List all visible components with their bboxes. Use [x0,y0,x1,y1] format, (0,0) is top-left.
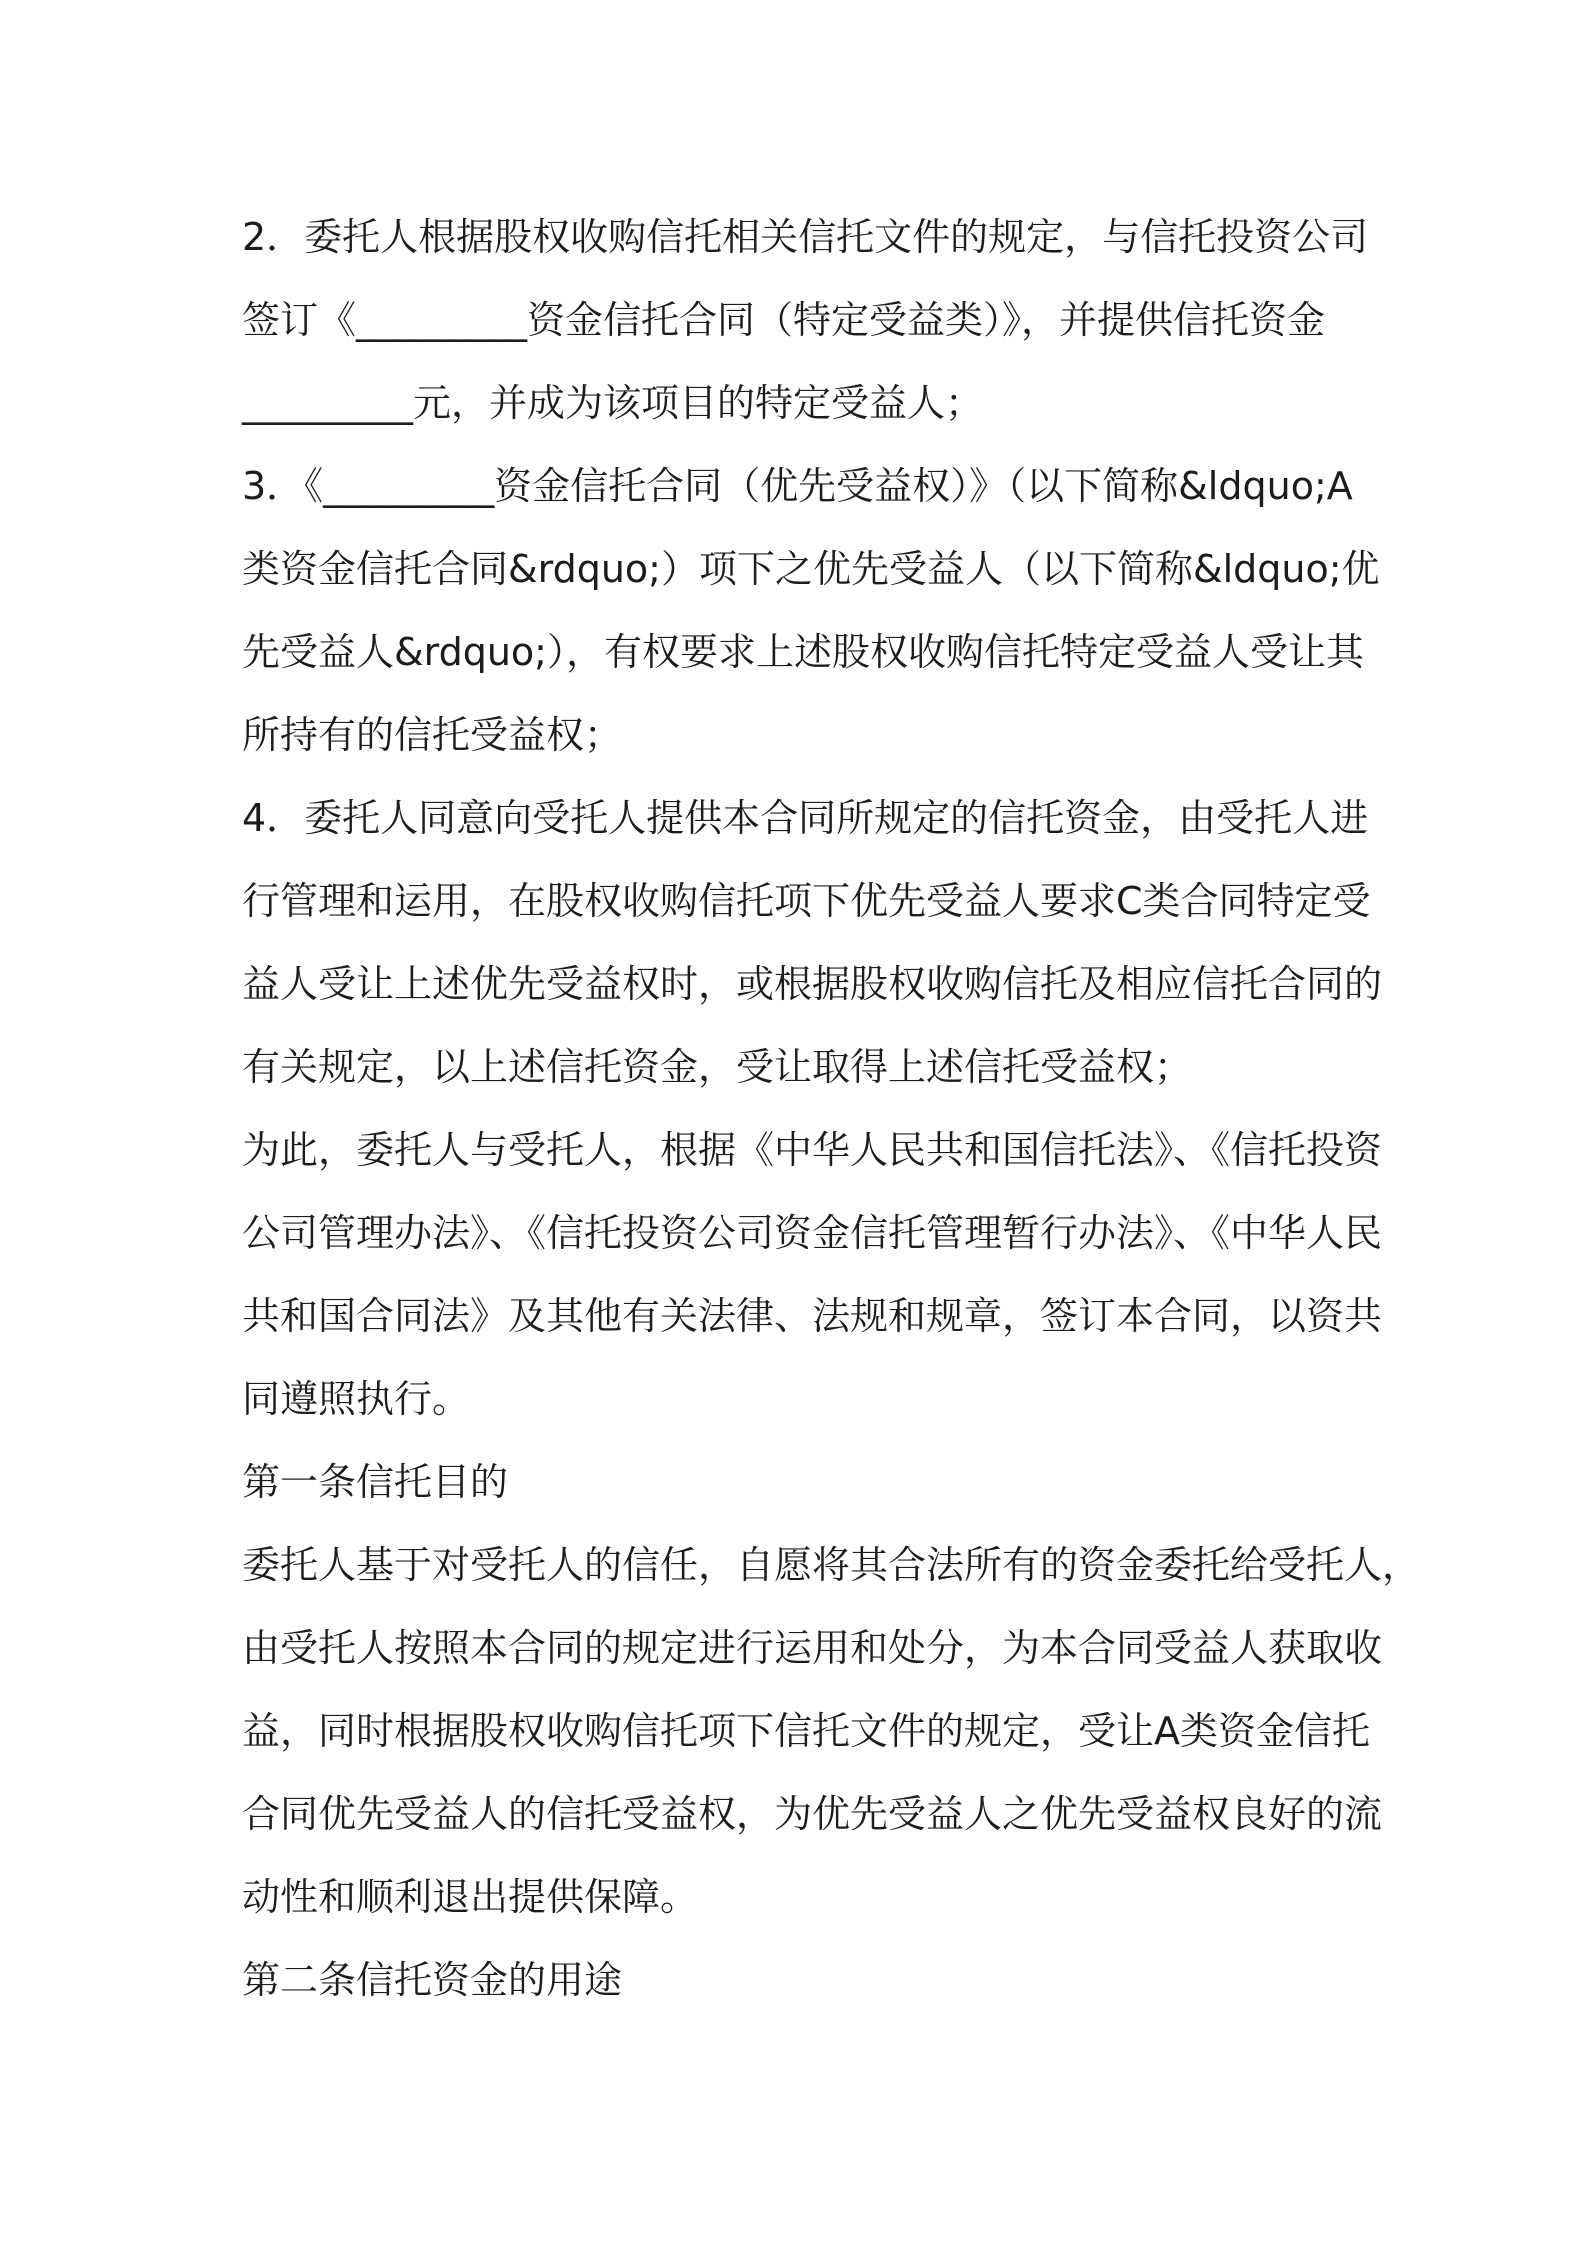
text-line: 4．委托人同意向受托人提供本合同所规定的信托资金，由受托人进 [242,796,1369,840]
text-line: 2．委托人根据股权收购信托相关信托文件的规定，与信托投资公司 [242,215,1369,259]
text-line: 类资金信托合同&rdquo;）项下之优先受益人（以下简称&ldquo;优 [242,547,1380,591]
text-line: 3．《_________资金信托合同（优先受益权）》（以下简称&ldquo;A [242,464,1353,508]
text-line: 行管理和运用，在股权收购信托项下优先受益人要求C类合同特定受 [242,879,1371,923]
text-line: 签订《_________资金信托合同（特定受益类）》，并提供信托资金 [242,298,1326,342]
section-heading: 第二条信托资金的用途 [242,1958,623,2002]
text-line: 益，同时根据股权收购信托项下信托文件的规定，受让A类资金信托 [242,1709,1370,1753]
text-line: 为此，委托人与受托人，根据《中华人民共和国信托法》、《信托投资 [242,1128,1383,1172]
text-line: 先受益人&rdquo;），有权要求上述股权收购信托特定受益人受让其 [242,630,1364,674]
text-line: 益人受让上述优先受益权时，或根据股权收购信托及相应信托合同的 [242,962,1383,1006]
text-line: 所持有的信托受益权； [242,713,623,757]
text-line: 由受托人按照本合同的规定进行运用和处分，为本合同受益人获取收 [242,1626,1383,1670]
text-line: _________元，并成为该项目的特定受益人； [242,381,984,425]
text-line: 委托人基于对受托人的信任，自愿将其合法所有的资金委托给受托人， [242,1543,1421,1587]
text-line: 动性和顺利退出提供保障。 [242,1875,699,1919]
text-line: 公司管理办法》、《信托投资公司资金信托管理暂行办法》、《中华人民 [242,1211,1383,1255]
text-line: 有关规定，以上述信托资金，受让取得上述信托受益权； [242,1045,1193,1089]
text-line: 合同优先受益人的信托受益权，为优先受益人之优先受益权良好的流 [242,1792,1383,1836]
text-line: 共和国合同法》及其他有关法律、法规和规章，签订本合同，以资共 [242,1294,1383,1338]
section-heading: 第一条信托目的 [242,1460,509,1504]
document-body [242,196,1421,2022]
text-line: 同遵照执行。 [242,1377,471,1421]
